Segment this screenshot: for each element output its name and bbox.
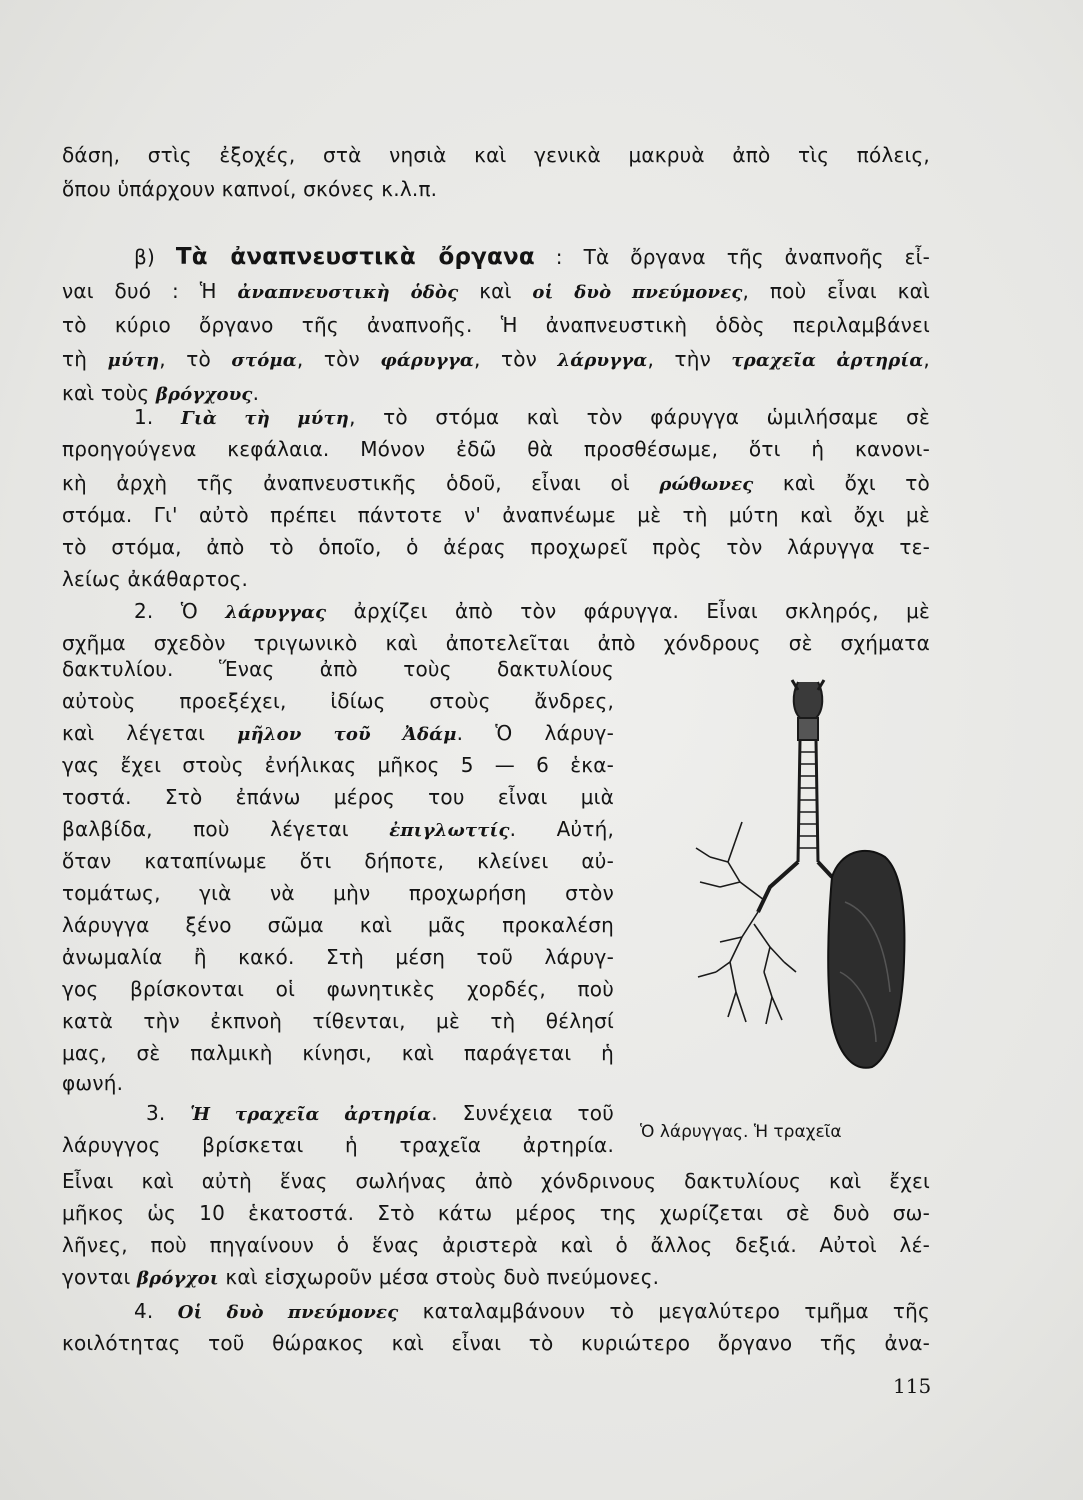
text-line: μῆκος ὡς 10 ἑκατοστά. Στὸ κάτω μέρος της χωρίζεται σὲ δυὸ σω- xyxy=(62,1201,930,1225)
text-line: φωνή. xyxy=(62,1071,124,1095)
text-line: μας, σὲ παλμικὴ κίνησι, καὶ παράγεται ἡ xyxy=(62,1041,614,1065)
text-line: στόμα. Γι' αὐτὸ πρέπει πάντοτε ν' ἀναπνέωμε μὲ τὴ μύτη καὶ ὄχι μὲ xyxy=(62,503,930,527)
text-line: ἀνωμαλία ἢ κακό. Στὴ μέση τοῦ λάρυγ- xyxy=(62,945,614,969)
text-line: τὸ στόμα, ἀπὸ τὸ ὁποῖο, ὁ ἀέρας προχωρεῖ πρὸς τὸν λάρυγγα τε- xyxy=(62,535,930,559)
text-line: γος βρίσκονται οἱ φωνητικὲς χορδές, ποὺ xyxy=(62,977,614,1001)
text-line: 4. Οἱ δυὸ πνεύμονες καταλαμβάνουν τὸ μεγαλύτερο τμῆμα τῆς xyxy=(134,1299,930,1323)
text-line: ὅταν καταπίνωμε ὅτι δήποτε, κλείνει αὐ- xyxy=(62,849,614,873)
text-line: τομάτως, γιὰ νὰ μὴν προχωρήση στὸν xyxy=(62,881,614,905)
text-line: ὅπου ὑπάρχουν καπνοί, σκόνες κ.λ.π. xyxy=(62,177,438,201)
text-line: προηγούγενα κεφάλαια. Μόνον ἐδῶ θὰ προσθέσωμε, ὅτι ἡ κανονι- xyxy=(62,437,930,461)
text-line: καὶ λέγεται μῆλον τοῦ Ἀδάμ. Ὁ λάρυγ- xyxy=(62,721,615,745)
text-line: λάρυγγος βρίσκεται ἡ τραχεῖα ἀρτηρία. xyxy=(62,1133,614,1157)
text-line: κατὰ τὴν ἐκπνοὴ τίθενται, μὲ τὴ θέλησί xyxy=(62,1009,614,1033)
text-line: τοστά. Στὸ ἐπάνω μέρος του εἶναι μιὰ xyxy=(62,785,614,809)
page-number: 115 xyxy=(893,1374,932,1398)
text-line: λείως ἀκάθαρτος. xyxy=(62,567,249,591)
section-heading: Τὰ ἀναπνευστικὰ ὄργανα xyxy=(175,244,535,270)
text-line: γας ἔχει στοὺς ἐνήλικας μῆκος 5 — 6 ἑκα- xyxy=(62,753,614,777)
text-line: δακτυλίου. Ἕνας ἀπὸ τοὺς δακτυλίους xyxy=(62,657,614,681)
text-line: καὶ τοὺς βρόγχους. xyxy=(62,381,260,405)
text-line: 1. Γιὰ τὴ μύτη, τὸ στόμα καὶ τὸν φάρυγγα ὡμιλήσαμε σὲ xyxy=(134,405,930,429)
text-line: δάση, στὶς ἐξοχές, στὰ νησιὰ καὶ γενικὰ μακρυὰ ἀπὸ τὶς πόλεις, xyxy=(62,143,930,167)
text-line: βαλβίδα, ποὺ λέγεται ἐπιγλωττίς. Αὐτή, xyxy=(62,817,615,841)
text-line: κοιλότητας τοῦ θώρακος καὶ εἶναι τὸ κυριώτερο ὄργανο τῆς ἀνα- xyxy=(62,1331,930,1355)
text-line: ναι δυό : Ἡ ἀναπνευστικὴ ὁδὸς καὶ οἱ δυὸ πνεύμονες, ποὺ εἶναι καὶ xyxy=(62,279,931,303)
text-line: τὸ κύριο ὄργανο τῆς ἀναπνοῆς. Ἡ ἀναπνευστικὴ ὁδὸς περιλαμβάνει xyxy=(62,313,930,337)
figure-caption: Ὁ λάρυγγας. Ἡ τραχεῖα xyxy=(640,1122,842,1142)
text-line: σχῆμα σχεδὸν τριγωνικὸ καὶ ἀποτελεῖται ἀπὸ χόνδρους σὲ σχήματα xyxy=(62,631,930,655)
text-line: Εἶναι καὶ αὐτὴ ἕνας σωλήνας ἀπὸ χόνδρινους δακτυλίους καὶ ἔχει xyxy=(62,1169,930,1193)
section-heading-line: β) Τὰ ἀναπνευστικὰ ὄργανα : Τὰ ὄργανα τῆς ἀναπνοῆς εἶ- xyxy=(134,244,930,270)
text-line: τὴ μύτη, τὸ στόμα, τὸν φάρυγγα, τὸν λάρυγγα, τὴν τραχεῖα ἀρτηρία, xyxy=(62,347,930,371)
text-line: αὐτοὺς προεξέχει, ἰδίως στοὺς ἄνδρες, xyxy=(62,689,614,713)
larynx-trachea-lungs-illustration xyxy=(680,672,910,1092)
text-line: λάρυγγα ξένο σῶμα καὶ μᾶς προκαλέση xyxy=(62,913,614,937)
text-line: 3. Ἡ τραχεῖα ἀρτηρία. Συνέχεια τοῦ xyxy=(146,1101,614,1125)
text-line: 2. Ὁ λάρυγγας ἀρχίζει ἀπὸ τὸν φάρυγγα. Εἶναι σκληρός, μὲ xyxy=(134,599,931,623)
text-line: λῆνες, ποὺ πηγαίνουν ὁ ἕνας ἀριστερὰ καὶ ὁ ἄλλος δεξιά. Αὐτοὶ λέ- xyxy=(62,1233,930,1257)
text-line: γονται βρόγχοι καὶ εἰσχωροῦν μέσα στοὺς δυὸ πνεύμονες. xyxy=(62,1265,660,1289)
text-line: κὴ ἀρχὴ τῆς ἀναπνευστικῆς ὁδοῦ, εἶναι οἱ ρώθωνες καὶ ὄχι τὸ xyxy=(62,471,930,495)
